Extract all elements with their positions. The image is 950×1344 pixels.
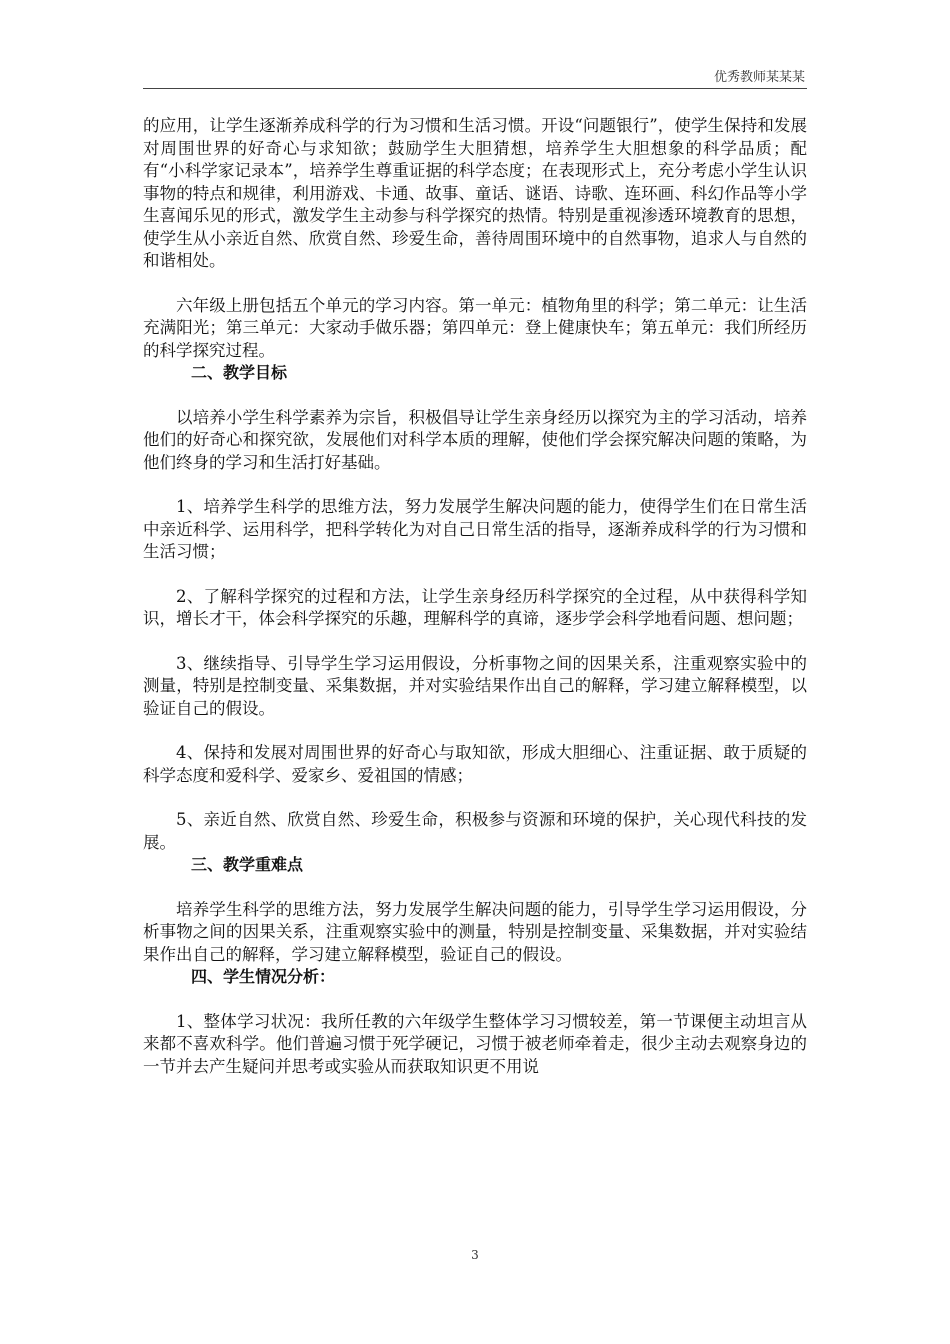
paragraph: 六年级上册包括五个单元的学习内容。第一单元：植物角里的科学；第二单元：让生活充满阳光；第三单元：大家动手做乐器；第四单元：登上健康快车；第五单元：我们所经历的科学探究过程。 — [143, 295, 807, 360]
section-heading: 三、教学重难点 — [191, 855, 304, 874]
page-number: 3 — [471, 1248, 479, 1262]
header-rule — [143, 88, 807, 89]
paragraph: 的应用，让学生逐渐养成科学的行为习惯和生活习惯。开设“问题银行”，使学生保持和发展对周围世界的好奇心与求知欲；鼓励学生大胆猜想，培养学生大胆想象的科学品质；配有“小科学家记录本”，培养学生尊重证据的科学态度；在表现形式上，充分考虑小学生认识事物的特点和规律，利用游戏、卡通、故事、童话、谜语、诗歌、连环画、科幻作品等小学生喜闻乐见的形式，激发学生主动参与科学探究的热情。特别是重视渗透环境教育的思想，使学生从小亲近自然、欣赏自然、珍爱生命，善待周围环境中的自然事物，追求人与自然的和谐相处。 — [143, 116, 807, 270]
list-item: 1、培养学生科学的思维方法，努力发展学生解决问题的能力，使得学生们在日常生活中亲近科学、运用科学，把科学转化为对自己日常生活的指导，逐渐养成科学的行为习惯和生活习惯； — [143, 497, 807, 561]
section-heading: 四、学生情况分析： — [191, 967, 336, 986]
paragraph: 以培养小学生科学素养为宗旨，积极倡导让学生亲身经历以探究为主的学习活动，培养他们的好奇心和探究欲，发展他们对科学本质的理解，使他们学会探究解决问题的策略，为他们终身的学习和生活打好基础。 — [143, 407, 807, 472]
document-body — [143, 115, 807, 1078]
paragraph: 培养学生科学的思维方法，努力发展学生解决问题的能力，引导学生学习运用假设，分析事物之间的因果关系，注重观察实验中的测量，特别是控制变量、采集数据，并对实验结果作出自己的解释，学习建立解释模型，验证自己的假设。 — [143, 899, 807, 964]
paragraph: 1、整体学习状况：我所任教的六年级学生整体学习习惯较差，第一节课便主动坦言从来都不喜欢科学。他们普遍习惯于死学硬记，习惯于被老师牵着走，很少主动去观察身边的一节并去产生疑问并思考或实验从而获取知识更不用说 — [143, 1011, 807, 1076]
list-item: 3、继续指导、引导学生学习运用假设，分析事物之间的因果关系，注重观察实验中的测量，特别是控制变量、采集数据，并对实验结果作出自己的解释，学习建立解释模型，以验证自己的假设。 — [143, 653, 807, 718]
page-header-title: 优秀教师某某某 — [713, 70, 805, 85]
list-item: 5、亲近自然、欣赏自然、珍爱生命，积极参与资源和环境的保护，关心现代科技的发展。 — [143, 810, 807, 852]
list-item: 2、了解科学探究的过程和方法，让学生亲身经历科学探究的全过程，从中获得科学知识，增长才干，体会科学探究的乐趣，理解科学的真谛，逐步学会科学地看问题、想问题； — [143, 586, 807, 628]
section-heading: 二、教学目标 — [191, 363, 288, 382]
list-item: 4、保持和发展对周围世界的好奇心与取知欲，形成大胆细心、注重证据、敢于质疑的科学态度和爱科学、爱家乡、爱祖国的情感； — [143, 743, 807, 785]
